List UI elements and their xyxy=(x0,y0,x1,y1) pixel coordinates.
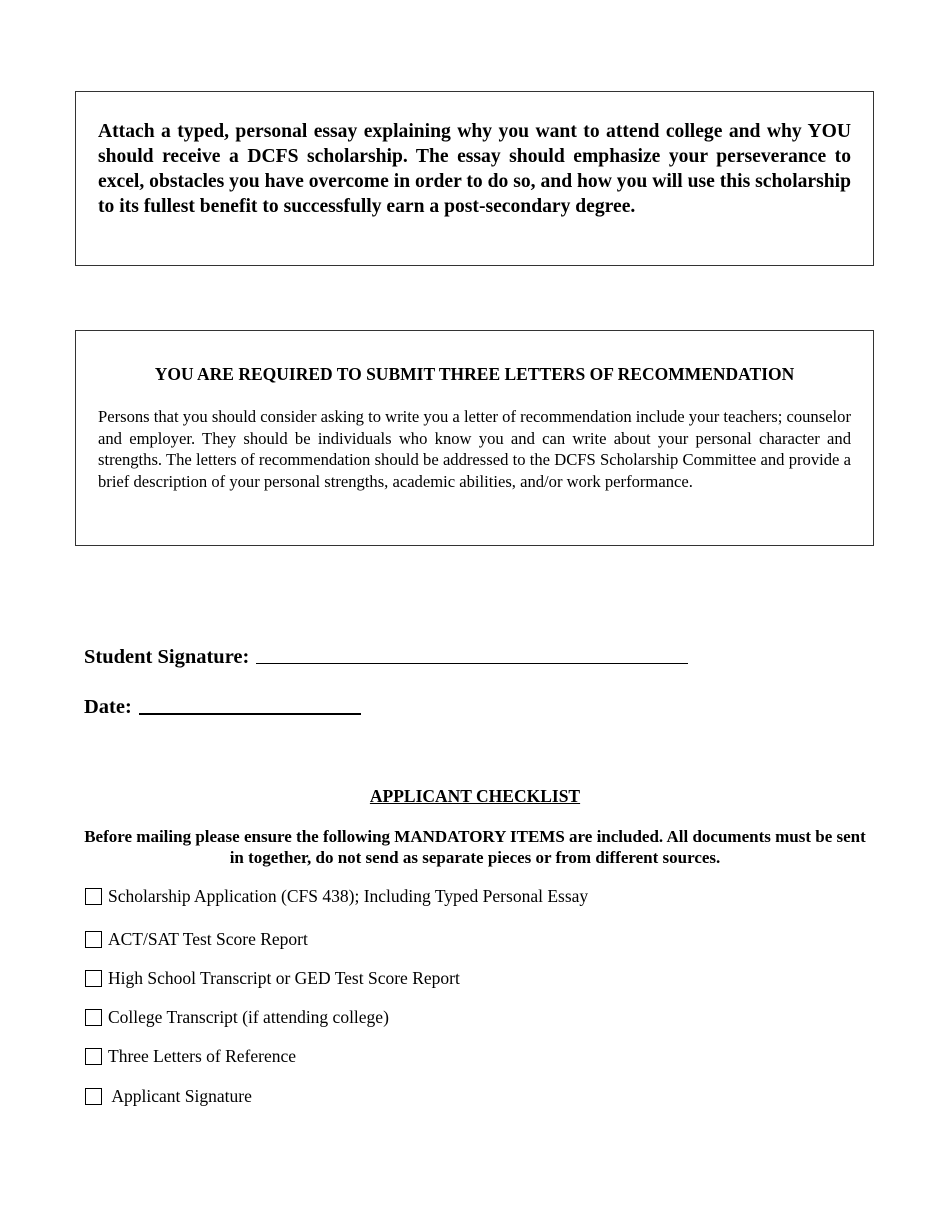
checklist-item-label: Three Letters of Reference xyxy=(108,1046,297,1066)
checklist-item xyxy=(85,929,308,950)
checklist-item-label: College Transcript (if attending college) xyxy=(108,1007,389,1027)
student-signature-field[interactable] xyxy=(256,662,688,664)
recommendation-heading: YOU ARE REQUIRED TO SUBMIT THREE LETTERS OF RECOMMENDATION xyxy=(154,364,795,384)
checklist-item xyxy=(85,968,460,989)
checklist-checkbox[interactable] xyxy=(85,931,102,948)
checklist-checkbox[interactable] xyxy=(85,1048,102,1065)
checklist-item-label: High School Transcript or GED Test Score Report xyxy=(108,968,460,988)
essay-instructions-text: Attach a typed, personal essay explaining why you want to attend college and why YOU should receive a DCFS scholarship. The essay should emphasize your perseverance to excel, obstacles you have overcome in order to do so, and how you will use this scholarship to its fullest benefit to successfully earn a post-secondary degree. xyxy=(98,121,851,217)
checklist-item xyxy=(85,1086,252,1107)
recommendation-box xyxy=(75,330,874,546)
checklist-item xyxy=(85,1046,296,1067)
checklist-instructions: Before mailing please ensure the following MANDATORY ITEMS are included. All documents must be sent in together, do not send as separate pieces or from different sources. xyxy=(84,827,866,867)
date-field[interactable] xyxy=(139,712,361,715)
checklist-title: APPLICANT CHECKLIST xyxy=(369,786,581,806)
student-signature-row xyxy=(84,646,688,669)
date-label: Date: xyxy=(84,696,132,718)
student-signature-label: Student Signature: xyxy=(84,646,250,668)
checklist-item xyxy=(85,1007,389,1028)
checklist-checkbox[interactable] xyxy=(85,888,102,905)
checklist-checkbox[interactable] xyxy=(85,1088,102,1105)
checklist-checkbox[interactable] xyxy=(85,1009,102,1026)
date-row xyxy=(84,696,361,719)
checklist-item-label: Scholarship Application (CFS 438); Including Typed Personal Essay xyxy=(108,886,589,906)
checklist-item xyxy=(85,886,588,907)
recommendation-body: Persons that you should consider asking to write you a letter of recommendation include your teachers; counselor and employer. They should be individuals who know you and can write about your personal character and strengths. The letters of recommendation should be addressed to the DCFS Scholarship Committee and provide a brief description of your personal strengths, academic abilities, and/or work performance. xyxy=(98,407,851,491)
checklist-item-label: Applicant Signature xyxy=(108,1086,252,1106)
checklist-checkbox[interactable] xyxy=(85,970,102,987)
essay-instructions-box xyxy=(75,91,874,266)
checklist-item-label: ACT/SAT Test Score Report xyxy=(108,929,308,949)
